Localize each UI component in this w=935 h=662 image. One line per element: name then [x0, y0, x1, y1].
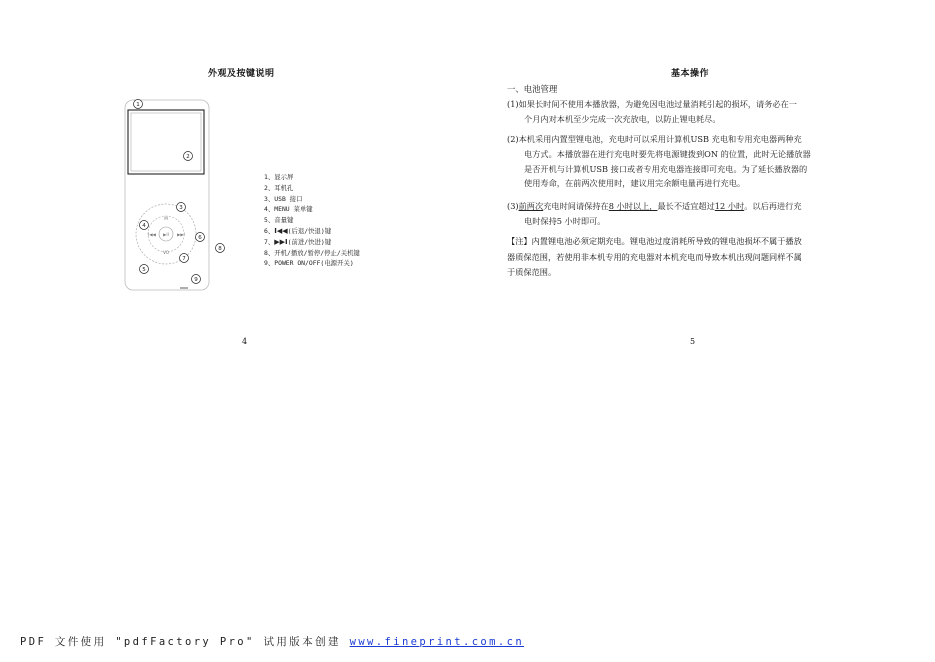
callout-8: 8 [218, 246, 222, 252]
list-item: 9、POWER ON/OFF(电源开关) [264, 259, 354, 268]
menu-key-label: M [164, 216, 168, 221]
list-item: 2、耳机孔 [264, 183, 294, 192]
page-title: 外观及按键说明 [208, 69, 275, 79]
footer-text: PDF 文件使用 "pdfFactory Pro" 试用版本创建 [20, 636, 350, 648]
fineprint-link[interactable]: www.fineprint.com.cn [349, 636, 525, 648]
callout-6: 6 [198, 235, 202, 241]
paragraph-1: (1)如果长时间不使用本播放器，为避免因电池过量消耗引起的损坏，请务必在一 个月内对本机至少完成一次充放电，以防止锂电耗尽。 [507, 99, 797, 124]
callout-1: 1 [136, 102, 140, 108]
device-diagram [124, 96, 240, 294]
next-icon: ▶▶I [274, 237, 288, 246]
callout-3: 3 [179, 205, 183, 211]
callout-4: 4 [142, 223, 146, 229]
callout-2: 2 [186, 154, 190, 160]
page-number: 4 [242, 337, 248, 346]
callout-5: 5 [142, 267, 146, 273]
list-item: 7、▶▶I(前进/快进)键 [264, 237, 332, 246]
prev-key-label: I◀◀ [148, 232, 156, 237]
device-illustration [124, 96, 240, 294]
list-item: 6、I◀◀(后退/快退)键 [264, 226, 332, 235]
play-key-label: ▶II [163, 232, 169, 237]
pdf-footer [20, 634, 524, 649]
list-item: 1、显示屏 [264, 173, 294, 181]
left-page [0, 0, 467, 662]
list-item: 3、USB 接口 [264, 194, 303, 203]
paragraph-2: (2)本机采用内置型锂电池，充电时可以采用计算机USB 充电和专用充电器两种充 电方式。本播放器在进行充电时要先将电源键拨到ON 的位置，此时无论播放器 是否开机与计算机USB 接口或者专用充电器连接即可充电。为了延长播放器的 使用寿命，在前两次使用时，建议用完余额电量再进行充电。 [507, 134, 811, 189]
next-key-label: ▶▶I [177, 232, 185, 237]
list-item: 8、开机/播放/暂停/停止/关机键 [264, 248, 360, 257]
prev-icon: I◀◀ [274, 226, 288, 235]
list-item: 4、MENU 菜单键 [264, 205, 313, 214]
page-number: 5 [690, 337, 696, 346]
callout-9: 9 [194, 277, 198, 283]
list-item: 5、音量键 [264, 216, 294, 225]
paragraph-3: (3)前两次充电时间请保持在8 小时以上，最长不适宜超过12 小时。以后再进行充 电时保持5 小时即可。 [507, 201, 802, 226]
vol-key-label: VO [162, 250, 170, 255]
warranty-note: 【注】内置锂电池必须定期充电。锂电池过度消耗所导致的锂电池损坏不属于播放 器质保范围，若使用非本机专用的充电器对本机充电而导致本机出现问题同样不属 于质保范围。 [507, 236, 802, 277]
section-heading: 一、电池管理 [507, 84, 558, 94]
key-legend [264, 172, 360, 269]
page-title: 基本操作 [671, 69, 710, 79]
callout-7: 7 [182, 256, 186, 262]
right-page [467, 0, 935, 662]
